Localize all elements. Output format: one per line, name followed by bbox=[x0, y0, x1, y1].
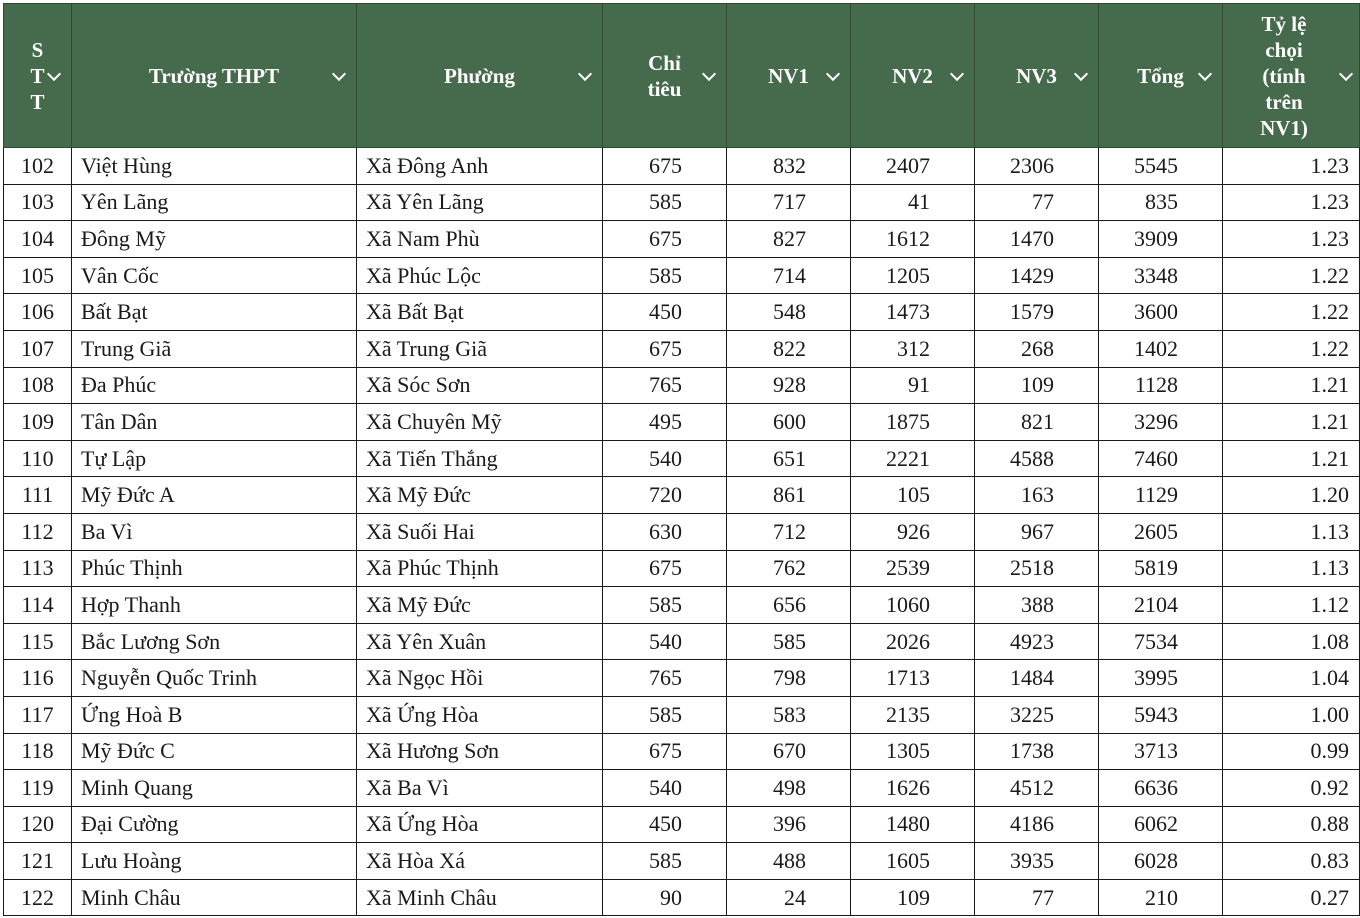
column-header-label: Tổng bbox=[1137, 63, 1184, 88]
cell-quota: 585 bbox=[603, 843, 727, 880]
cell-nv3: 109 bbox=[975, 367, 1099, 404]
cell-stt: 115 bbox=[4, 623, 72, 660]
column-header-nv2[interactable] bbox=[851, 4, 975, 148]
cell-ward: Xã Hương Sơn bbox=[357, 733, 603, 770]
cell-ward: Xã Phúc Thịnh bbox=[357, 550, 603, 587]
cell-ratio: 1.21 bbox=[1223, 404, 1360, 441]
cell-total: 3348 bbox=[1099, 257, 1223, 294]
cell-quota: 540 bbox=[603, 623, 727, 660]
table-row[interactable] bbox=[4, 733, 1360, 770]
cell-ratio: 1.08 bbox=[1223, 623, 1360, 660]
cell-ward: Xã Suối Hai bbox=[357, 513, 603, 550]
cell-stt: 104 bbox=[4, 221, 72, 258]
cell-nv1: 798 bbox=[727, 660, 851, 697]
cell-nv2: 2407 bbox=[851, 148, 975, 185]
cell-ward: Xã Nam Phù bbox=[357, 221, 603, 258]
cell-nv3: 821 bbox=[975, 404, 1099, 441]
cell-stt: 121 bbox=[4, 843, 72, 880]
table-row[interactable] bbox=[4, 148, 1360, 185]
cell-nv1: 600 bbox=[727, 404, 851, 441]
cell-school: Vân Cốc bbox=[72, 257, 357, 294]
cell-nv1: 712 bbox=[727, 513, 851, 550]
table-row[interactable] bbox=[4, 550, 1360, 587]
table-row[interactable] bbox=[4, 477, 1360, 514]
table-header bbox=[4, 4, 1360, 148]
table-row[interactable] bbox=[4, 879, 1360, 916]
cell-quota: 585 bbox=[603, 184, 727, 221]
cell-total: 6028 bbox=[1099, 843, 1223, 880]
cell-nv3: 967 bbox=[975, 513, 1099, 550]
table-row[interactable] bbox=[4, 587, 1360, 624]
cell-quota: 450 bbox=[603, 294, 727, 331]
cell-total: 3713 bbox=[1099, 733, 1223, 770]
cell-total: 6636 bbox=[1099, 770, 1223, 807]
cell-nv2: 2135 bbox=[851, 696, 975, 733]
cell-ratio: 1.20 bbox=[1223, 477, 1360, 514]
cell-nv2: 2026 bbox=[851, 623, 975, 660]
cell-quota: 675 bbox=[603, 221, 727, 258]
cell-nv3: 2518 bbox=[975, 550, 1099, 587]
cell-nv1: 651 bbox=[727, 440, 851, 477]
cell-nv3: 4186 bbox=[975, 806, 1099, 843]
cell-nv1: 498 bbox=[727, 770, 851, 807]
cell-stt: 117 bbox=[4, 696, 72, 733]
column-header-total[interactable] bbox=[1099, 4, 1223, 148]
cell-total: 1129 bbox=[1099, 477, 1223, 514]
cell-quota: 450 bbox=[603, 806, 727, 843]
cell-total: 835 bbox=[1099, 184, 1223, 221]
cell-nv1: 585 bbox=[727, 623, 851, 660]
cell-ward: Xã Mỹ Đức bbox=[357, 587, 603, 624]
cell-stt: 122 bbox=[4, 879, 72, 916]
cell-ward: Xã Phúc Lộc bbox=[357, 257, 603, 294]
column-header-label: Chỉ tiêu bbox=[647, 50, 682, 101]
cell-school: Tự Lập bbox=[72, 440, 357, 477]
cell-ward: Xã Minh Châu bbox=[357, 879, 603, 916]
cell-school: Đa Phúc bbox=[72, 367, 357, 404]
cell-stt: 108 bbox=[4, 367, 72, 404]
cell-nv2: 2221 bbox=[851, 440, 975, 477]
cell-stt: 114 bbox=[4, 587, 72, 624]
cell-total: 2605 bbox=[1099, 513, 1223, 550]
cell-quota: 765 bbox=[603, 367, 727, 404]
table-row[interactable] bbox=[4, 404, 1360, 441]
column-header-school[interactable] bbox=[72, 4, 357, 148]
table-row[interactable] bbox=[4, 770, 1360, 807]
cell-school: Yên Lãng bbox=[72, 184, 357, 221]
cell-quota: 675 bbox=[603, 148, 727, 185]
cell-school: Ứng Hoà B bbox=[72, 696, 357, 733]
cell-stt: 102 bbox=[4, 148, 72, 185]
cell-nv3: 388 bbox=[975, 587, 1099, 624]
table-body bbox=[4, 148, 1360, 916]
cell-stt: 119 bbox=[4, 770, 72, 807]
cell-nv2: 1605 bbox=[851, 843, 975, 880]
cell-ratio: 0.83 bbox=[1223, 843, 1360, 880]
cell-nv2: 105 bbox=[851, 477, 975, 514]
cell-nv2: 91 bbox=[851, 367, 975, 404]
cell-total: 2104 bbox=[1099, 587, 1223, 624]
cell-total: 3296 bbox=[1099, 404, 1223, 441]
cell-school: Đại Cường bbox=[72, 806, 357, 843]
cell-stt: 120 bbox=[4, 806, 72, 843]
cell-total: 5819 bbox=[1099, 550, 1223, 587]
cell-school: Bắc Lương Sơn bbox=[72, 623, 357, 660]
cell-nv1: 714 bbox=[727, 257, 851, 294]
cell-stt: 107 bbox=[4, 330, 72, 367]
cell-total: 3600 bbox=[1099, 294, 1223, 331]
cell-nv1: 24 bbox=[727, 879, 851, 916]
cell-ratio: 1.13 bbox=[1223, 513, 1360, 550]
cell-nv3: 4512 bbox=[975, 770, 1099, 807]
cell-nv3: 4588 bbox=[975, 440, 1099, 477]
cell-school: Tân Dân bbox=[72, 404, 357, 441]
cell-stt: 106 bbox=[4, 294, 72, 331]
cell-nv3: 77 bbox=[975, 184, 1099, 221]
cell-school: Đông Mỹ bbox=[72, 221, 357, 258]
cell-nv1: 717 bbox=[727, 184, 851, 221]
cell-ratio: 1.22 bbox=[1223, 330, 1360, 367]
cell-nv3: 1470 bbox=[975, 221, 1099, 258]
cell-quota: 540 bbox=[603, 770, 727, 807]
cell-stt: 113 bbox=[4, 550, 72, 587]
cell-ratio: 1.23 bbox=[1223, 221, 1360, 258]
cell-nv1: 548 bbox=[727, 294, 851, 331]
cell-nv2: 109 bbox=[851, 879, 975, 916]
cell-ratio: 0.92 bbox=[1223, 770, 1360, 807]
cell-ratio: 1.13 bbox=[1223, 550, 1360, 587]
cell-nv3: 268 bbox=[975, 330, 1099, 367]
cell-nv1: 670 bbox=[727, 733, 851, 770]
table-row[interactable] bbox=[4, 806, 1360, 843]
cell-quota: 675 bbox=[603, 733, 727, 770]
table-row[interactable] bbox=[4, 513, 1360, 550]
cell-ratio: 1.21 bbox=[1223, 367, 1360, 404]
cell-ratio: 0.88 bbox=[1223, 806, 1360, 843]
cell-stt: 111 bbox=[4, 477, 72, 514]
column-header-ward[interactable] bbox=[357, 4, 603, 148]
cell-nv3: 3225 bbox=[975, 696, 1099, 733]
cell-ward: Xã Sóc Sơn bbox=[357, 367, 603, 404]
cell-school: Nguyễn Quốc Trinh bbox=[72, 660, 357, 697]
cell-nv2: 926 bbox=[851, 513, 975, 550]
column-header-label: S T T bbox=[30, 37, 45, 114]
cell-nv1: 861 bbox=[727, 477, 851, 514]
cell-nv2: 312 bbox=[851, 330, 975, 367]
column-header-content bbox=[1229, 11, 1353, 141]
cell-ratio: 0.27 bbox=[1223, 879, 1360, 916]
cell-stt: 110 bbox=[4, 440, 72, 477]
cell-nv2: 41 bbox=[851, 184, 975, 221]
cell-ward: Xã Đông Anh bbox=[357, 148, 603, 185]
cell-nv2: 2539 bbox=[851, 550, 975, 587]
cell-quota: 720 bbox=[603, 477, 727, 514]
cell-school: Minh Quang bbox=[72, 770, 357, 807]
cell-nv1: 832 bbox=[727, 148, 851, 185]
column-header-stt[interactable] bbox=[4, 4, 72, 148]
cell-total: 3995 bbox=[1099, 660, 1223, 697]
cell-total: 1402 bbox=[1099, 330, 1223, 367]
table-row[interactable] bbox=[4, 294, 1360, 331]
cell-school: Việt Hùng bbox=[72, 148, 357, 185]
cell-school: Trung Giã bbox=[72, 330, 357, 367]
table-row[interactable] bbox=[4, 440, 1360, 477]
cell-total: 1128 bbox=[1099, 367, 1223, 404]
cell-total: 5943 bbox=[1099, 696, 1223, 733]
cell-ward: Xã Ứng Hòa bbox=[357, 806, 603, 843]
cell-ward: Xã Chuyên Mỹ bbox=[357, 404, 603, 441]
cell-stt: 112 bbox=[4, 513, 72, 550]
cell-ratio: 1.22 bbox=[1223, 257, 1360, 294]
cell-ratio: 1.22 bbox=[1223, 294, 1360, 331]
cell-nv1: 583 bbox=[727, 696, 851, 733]
cell-total: 3909 bbox=[1099, 221, 1223, 258]
cell-ward: Xã Ba Vì bbox=[357, 770, 603, 807]
column-header-content bbox=[363, 63, 596, 89]
column-header-nv1[interactable] bbox=[727, 4, 851, 148]
cell-school: Ba Vì bbox=[72, 513, 357, 550]
cell-quota: 90 bbox=[603, 879, 727, 916]
cell-nv1: 396 bbox=[727, 806, 851, 843]
table-row[interactable] bbox=[4, 660, 1360, 697]
cell-ward: Xã Trung Giã bbox=[357, 330, 603, 367]
cell-nv3: 77 bbox=[975, 879, 1099, 916]
cell-nv3: 1484 bbox=[975, 660, 1099, 697]
cell-nv1: 827 bbox=[727, 221, 851, 258]
cell-nv1: 928 bbox=[727, 367, 851, 404]
cell-school: Phúc Thịnh bbox=[72, 550, 357, 587]
cell-school: Bất Bạt bbox=[72, 294, 357, 331]
cell-ratio: 1.12 bbox=[1223, 587, 1360, 624]
cell-school: Minh Châu bbox=[72, 879, 357, 916]
cell-nv1: 762 bbox=[727, 550, 851, 587]
cell-quota: 675 bbox=[603, 330, 727, 367]
cell-quota: 630 bbox=[603, 513, 727, 550]
cell-quota: 765 bbox=[603, 660, 727, 697]
cell-nv1: 822 bbox=[727, 330, 851, 367]
cell-nv2: 1305 bbox=[851, 733, 975, 770]
cell-stt: 105 bbox=[4, 257, 72, 294]
cell-ward: Xã Bất Bạt bbox=[357, 294, 603, 331]
cell-ward: Xã Mỹ Đức bbox=[357, 477, 603, 514]
cell-nv3: 3935 bbox=[975, 843, 1099, 880]
cell-total: 5545 bbox=[1099, 148, 1223, 185]
column-header-content bbox=[78, 63, 350, 89]
cell-stt: 118 bbox=[4, 733, 72, 770]
cell-quota: 585 bbox=[603, 587, 727, 624]
column-header-label: NV2 bbox=[892, 63, 933, 88]
cell-quota: 585 bbox=[603, 696, 727, 733]
cell-quota: 540 bbox=[603, 440, 727, 477]
cell-school: Mỹ Đức C bbox=[72, 733, 357, 770]
cell-ward: Xã Tiến Thắng bbox=[357, 440, 603, 477]
header-row bbox=[4, 4, 1360, 148]
cell-ward: Xã Yên Xuân bbox=[357, 623, 603, 660]
cell-nv2: 1060 bbox=[851, 587, 975, 624]
cell-nv3: 163 bbox=[975, 477, 1099, 514]
column-header-label: Tỷ lệ chọi (tính trên NV1) bbox=[1260, 11, 1308, 140]
admission-ratio-table bbox=[3, 3, 1360, 916]
table-row[interactable] bbox=[4, 696, 1360, 733]
table-row[interactable] bbox=[4, 367, 1360, 404]
table-row[interactable] bbox=[4, 843, 1360, 880]
cell-ratio: 0.99 bbox=[1223, 733, 1360, 770]
table-row[interactable] bbox=[4, 330, 1360, 367]
cell-quota: 585 bbox=[603, 257, 727, 294]
cell-nv3: 1579 bbox=[975, 294, 1099, 331]
cell-nv3: 1738 bbox=[975, 733, 1099, 770]
cell-stt: 116 bbox=[4, 660, 72, 697]
column-header-nv3[interactable] bbox=[975, 4, 1099, 148]
cell-ward: Xã Ngọc Hồi bbox=[357, 660, 603, 697]
cell-ratio: 1.04 bbox=[1223, 660, 1360, 697]
column-header-label: Phường bbox=[444, 63, 515, 88]
cell-ratio: 1.23 bbox=[1223, 184, 1360, 221]
cell-school: Mỹ Đức A bbox=[72, 477, 357, 514]
cell-nv3: 1429 bbox=[975, 257, 1099, 294]
cell-nv2: 1205 bbox=[851, 257, 975, 294]
cell-ratio: 1.00 bbox=[1223, 696, 1360, 733]
cell-ward: Xã Yên Lãng bbox=[357, 184, 603, 221]
cell-ward: Xã Ứng Hòa bbox=[357, 696, 603, 733]
cell-nv1: 488 bbox=[727, 843, 851, 880]
cell-nv3: 2306 bbox=[975, 148, 1099, 185]
cell-school: Lưu Hoàng bbox=[72, 843, 357, 880]
cell-quota: 495 bbox=[603, 404, 727, 441]
column-header-ratio[interactable] bbox=[1223, 4, 1360, 148]
column-header-label: NV1 bbox=[768, 63, 809, 88]
cell-ward: Xã Hòa Xá bbox=[357, 843, 603, 880]
cell-nv2: 1626 bbox=[851, 770, 975, 807]
cell-stt: 103 bbox=[4, 184, 72, 221]
cell-nv2: 1473 bbox=[851, 294, 975, 331]
cell-total: 7460 bbox=[1099, 440, 1223, 477]
column-header-label: NV3 bbox=[1016, 63, 1057, 88]
cell-total: 7534 bbox=[1099, 623, 1223, 660]
cell-total: 210 bbox=[1099, 879, 1223, 916]
cell-total: 6062 bbox=[1099, 806, 1223, 843]
cell-nv2: 1480 bbox=[851, 806, 975, 843]
cell-nv2: 1875 bbox=[851, 404, 975, 441]
cell-nv1: 656 bbox=[727, 587, 851, 624]
cell-stt: 109 bbox=[4, 404, 72, 441]
table-row[interactable] bbox=[4, 257, 1360, 294]
cell-quota: 675 bbox=[603, 550, 727, 587]
table-row[interactable] bbox=[4, 623, 1360, 660]
cell-ratio: 1.23 bbox=[1223, 148, 1360, 185]
cell-ratio: 1.21 bbox=[1223, 440, 1360, 477]
cell-nv3: 4923 bbox=[975, 623, 1099, 660]
cell-school: Hợp Thanh bbox=[72, 587, 357, 624]
cell-nv2: 1612 bbox=[851, 221, 975, 258]
column-header-label: Trường THPT bbox=[148, 63, 280, 88]
cell-nv2: 1713 bbox=[851, 660, 975, 697]
column-header-quota[interactable] bbox=[603, 4, 727, 148]
table-row[interactable] bbox=[4, 184, 1360, 221]
table-row[interactable] bbox=[4, 221, 1360, 258]
